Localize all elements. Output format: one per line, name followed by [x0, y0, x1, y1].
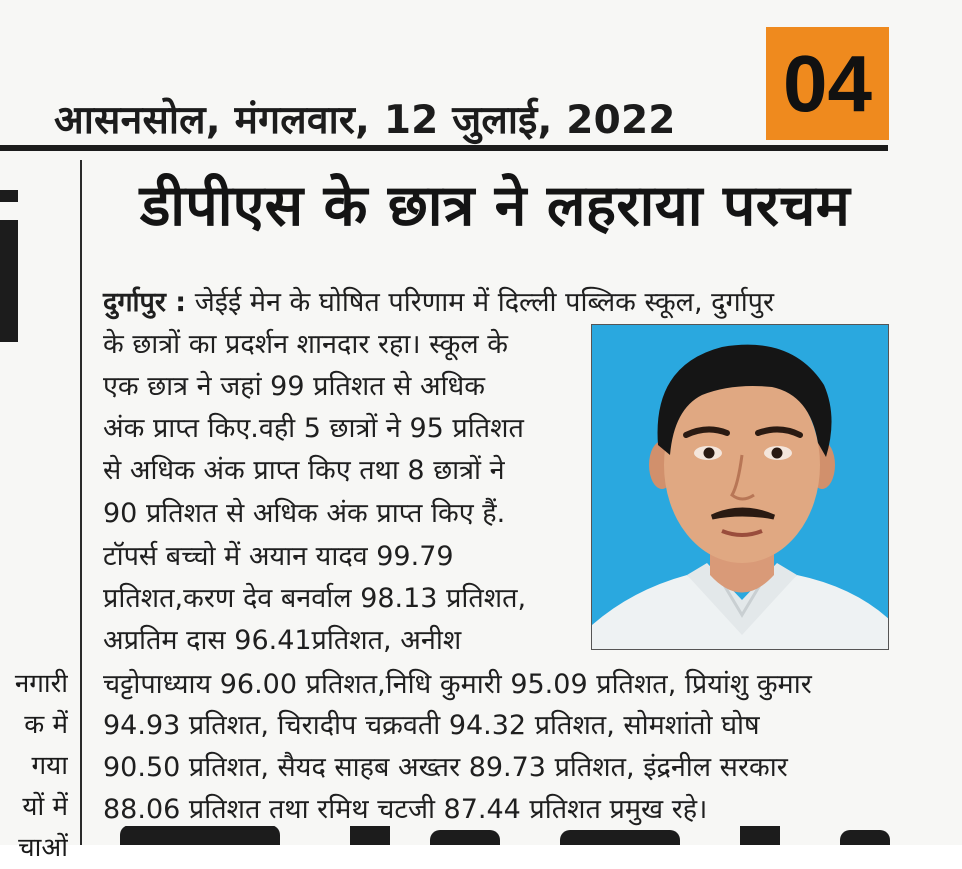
- article-line: 90.50 प्रतिशत, सैयद साहब अख्तर 89.73 प्रतिशत, इंद्रनील सरकार: [103, 752, 788, 783]
- next-headline-fragment: [100, 826, 890, 845]
- student-photo: [591, 324, 889, 650]
- page-number-badge: 04: [766, 27, 889, 140]
- article-line: के छात्रों का प्रदर्शन शानदार रहा। स्कूल के: [103, 329, 509, 360]
- article-line: टॉपर्स बच्चो में अयान यादव 99.79: [103, 541, 454, 572]
- article-line: से अधिक अंक प्राप्त किए तथा 8 छात्रों ने: [103, 455, 505, 486]
- left-column-text: [0, 664, 68, 869]
- article-headline: डीपीएस के छात्र ने लहराया परचम: [139, 173, 851, 239]
- left-column-line: गया: [31, 751, 68, 781]
- left-column-line: चाओं: [18, 833, 68, 863]
- article-line: 94.93 प्रतिशत, चिरादीप चक्रवती 94.32 प्रतिशत, सोमशांतो घोष: [103, 710, 760, 741]
- left-column-line: नगारी: [14, 669, 68, 699]
- article-city: दुर्गापुर :: [103, 287, 187, 318]
- column-divider: [80, 160, 82, 845]
- article-line-text: जेईई मेन के घोषित परिणाम में दिल्ली पब्लिक स्कूल, दुर्गापुर: [194, 287, 775, 318]
- article-line: 88.06 प्रतिशत तथा रमिथ चटजी 87.44 प्रतिशत प्रमुख रहे।: [103, 794, 708, 825]
- left-column-line: यों में: [22, 792, 68, 822]
- article-line: 90 प्रतिशत से अधिक अंक प्राप्त किए हैं.: [103, 498, 506, 529]
- article-line: चट्टोपाध्याय 96.00 प्रतिशत,निधि कुमारी 95.09 प्रतिशत, प्रियांशु कुमार: [103, 669, 812, 700]
- left-column-fragment: [0, 190, 18, 342]
- header-rule: [0, 145, 888, 151]
- article-line: अंक प्राप्त किए.वही 5 छात्रों ने 95 प्रतिशत: [103, 413, 524, 444]
- article-line: [103, 282, 774, 319]
- article-line: एक छात्र ने जहां 99 प्रतिशत से अधिक: [103, 371, 485, 402]
- left-column-line: क में: [24, 710, 68, 740]
- article-line: अप्रतिम दास 96.41प्रतिशत, अनीश: [103, 625, 462, 656]
- dateline: आसनसोल, मंगलवार, 12 जुलाई, 2022: [54, 98, 676, 143]
- article-line: प्रतिशत,करण देव बनर्वाल 98.13 प्रतिशत,: [103, 583, 527, 614]
- student-portrait-icon: [592, 325, 889, 650]
